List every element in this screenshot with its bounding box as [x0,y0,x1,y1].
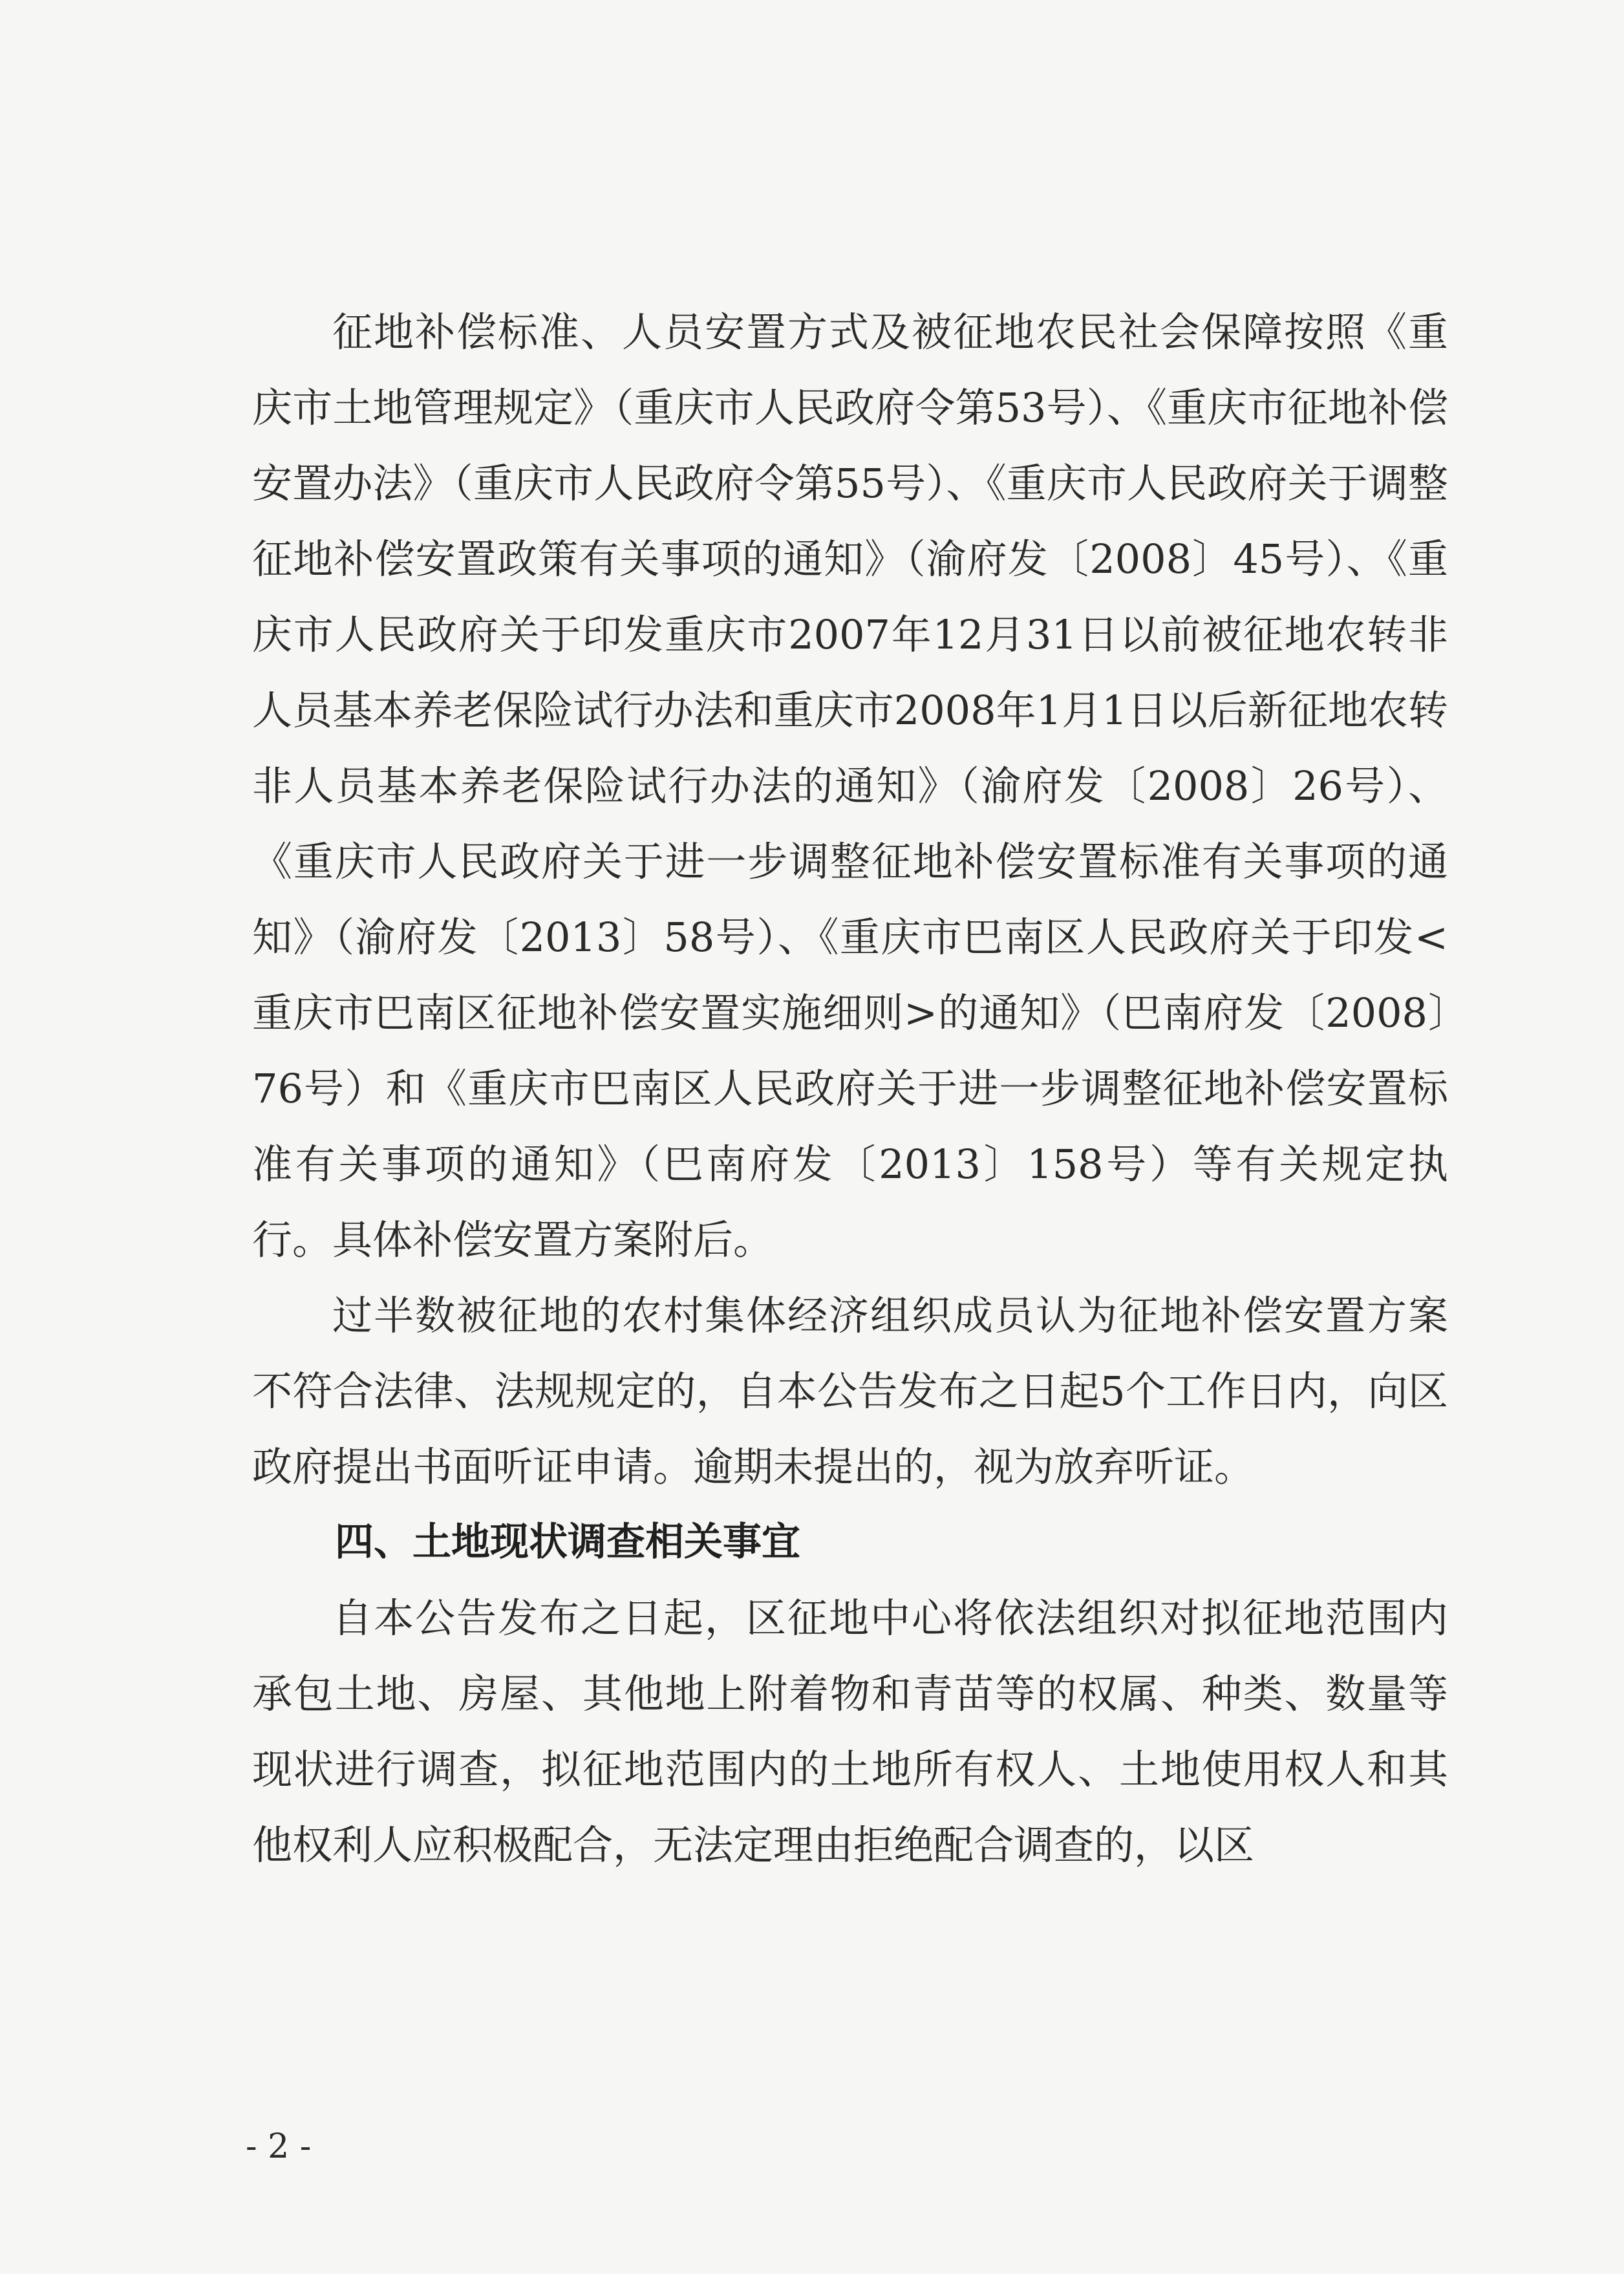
document-body [252,294,1448,1883]
section-heading: 四、土地现状调查相关事宜 [335,1519,800,1565]
paragraph-compensation-standards: 征地补偿标准、人员安置方式及被征地农民社会保障按照《重庆市土地管理规定》（重庆市人民政府令第53号）、《重庆市征地补偿安置办法》（重庆市人民政府令第55号）、《重庆市人民政府关于调整征地补偿安置政策有关事项的通知》（渝府发〔2008〕45号）、《重庆市人民政府关于印发重庆市2007年12月31日以前被征地农转非人员基本养老保险试行办法和重庆市2008年1月1日以后新征地农转非人员基本养老保险试行办法的通知》（渝府发〔2008〕26号）、《重庆市人民政府关于进一步调整征地补偿安置标准有关事项的通知》（渝府发〔2013〕58号）、《重庆市巴南区人民政府关于印发<重庆市巴南区征地补偿安置实施细则>的通知》（巴南府发〔2008〕76号）和《重庆市巴南区人民政府关于进一步调整征地补偿安置标准有关事项的通知》（巴南府发〔2013〕158号）等有关规定执行。具体补偿安置方案附后。 [252,308,1448,1263]
paragraph-hearing-request: 过半数被征地的农村集体经济组织成员认为征地补偿安置方案不符合法律、法规规定的，自本公告发布之日起5个工作日内，向区政府提出书面听证申请。逾期未提出的，视为放弃听证。 [252,1292,1448,1490]
page-number: - 2 - [246,2127,312,2166]
paragraph-land-survey: 自本公告发布之日起，区征地中心将依法组织对拟征地范围内承包土地、房屋、其他地上附着物和青苗等的权属、种类、数量等现状进行调查，拟征地范围内的土地所有权人、土地使用权人和其他权利人应积极配合，无法定理由拒绝配合调查的，以区 [252,1594,1448,1869]
